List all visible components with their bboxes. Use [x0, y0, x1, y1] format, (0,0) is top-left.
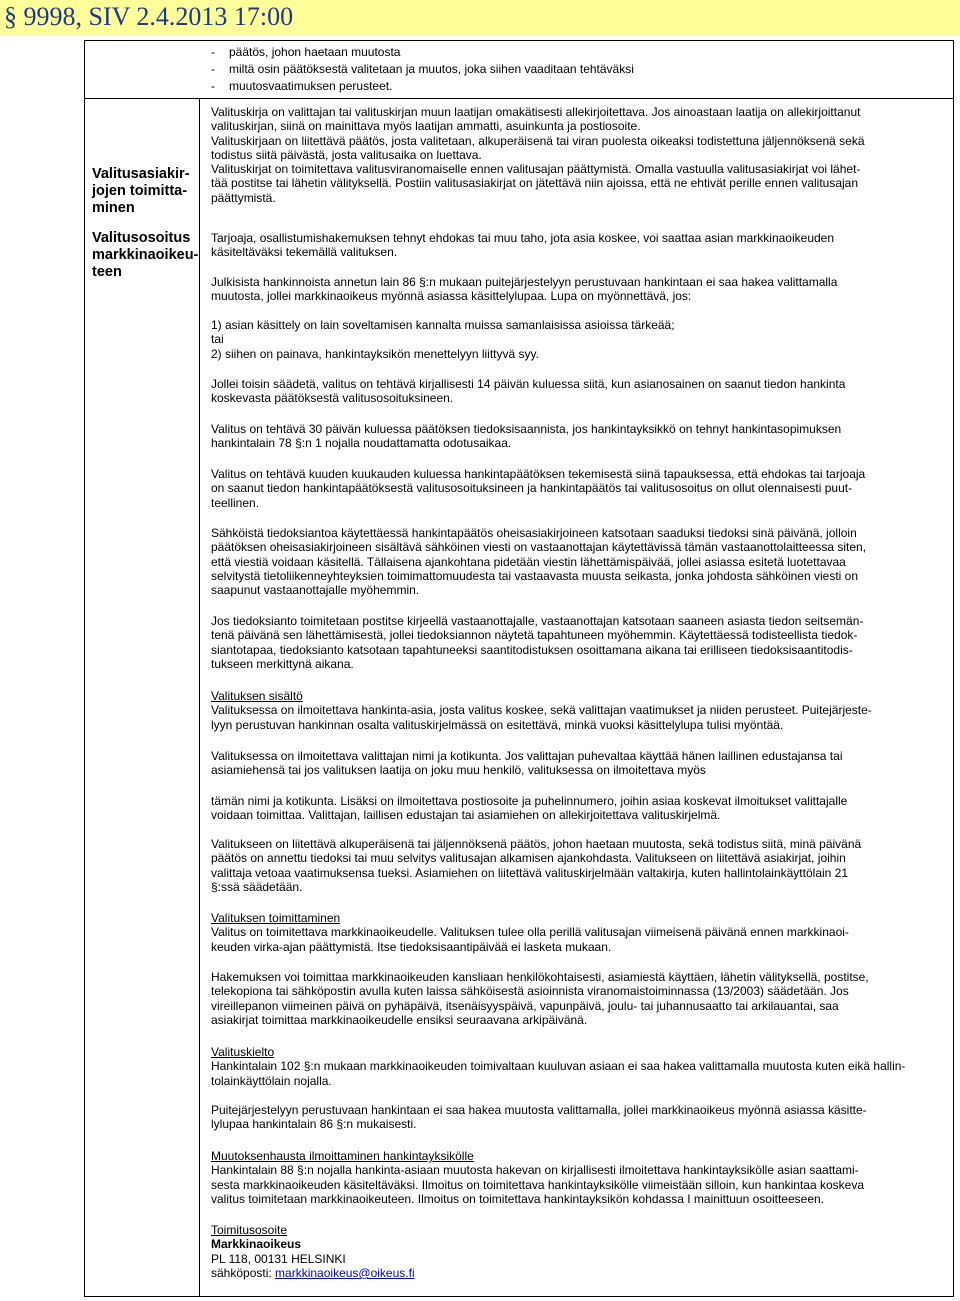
- paragraph: Sähköistä tiedoksiantoa käytettäessä hankintapäätös oheisasiakirjoineen katsotaan saaduksi tiedoksi sinä päivänä, jolloin päätöksen oheisasiakirjoineen sisältävä sähköinen viesti on vastaanottajan käytettävissä tämän vastaanottolaitteessa siten, että viestiä voidaan käsitellä. Tällaisena ajankohtana pidetään viestin lähettämispäivää, jollei asiassa esitetä luotettavaa selvitystä tietoliikenneyhteyksien toimimattomuudesta tai vastaavasta muusta seikasta, jonka johdosta sähköinen viesti on saapunut vastaanottajalle myöhemmin.: [211, 526, 867, 598]
- section-valitusasiakirjat: Valituskirja on valittajan tai valituskirjan muun laatijan omakätisesti allekirjoitettava. Jos ainoastaan laatija on allekirjoittanut valituskirjan, siinä on mainittava myös laatijan ammatti, asuinkunta ja postiosoite. Valituskirjaan on liitettävä päätös, josta valitetaan, alkuperäisenä tai viran puolesta oikeaksi todistettuna jäljennöksenä sekä todistus siitä päivästä, josta valitusaika on luettava. Valituskirjat on toimitettava valitusviranomaiselle ennen valitusajan päättymistä. Omalla vastuulla valitusasiakirjat voi lähet- tää postitse tai lähetin välityksellä. Postiin valitusasiakirjat on jätettävä niin ajoissa, että ne ehtivät perille ennen valitusajan päättymistä.: [211, 105, 865, 205]
- section-toimitusosoite: [211, 1223, 917, 1280]
- paragraph: Hakemuksen voi toimittaa markkinaoikeuden kansliaan henkilökohtaisesti, asiamiestä käyttäen, lähetin välityksellä, postitse, telekopiona tai sähköpostin avulla kuten laissa sähköisestä asioinnista viranomaistoiminnassa (13/2003) säädetään. Jos vireillepanon viimeinen päivä on pyhäpäivä, itsenäisyyspäivä, vapunpäivä, joulu- tai juhannusaatto tai arkilauantai, saa asiakirjat toimittaa markkinaoikeudelle ensiksi seuraavana arkipäivänä.: [211, 970, 869, 1027]
- label-valitusosoitus: Valitusosoitus markkinaoikeu- teen: [92, 230, 199, 280]
- section-heading: Valituskielto: [211, 1045, 275, 1059]
- paragraph: Tarjoaja, osallistumishakemuksen tehnyt ehdokas tai muu taho, jota asia koskee, voi saattaa asian markkinaoikeuden käsiteltäväksi tekemällä valituksen.: [211, 231, 835, 260]
- paragraph: Valitus on tehtävä 30 päivän kuluessa päätöksen tiedoksisaannista, jos hankintayksikkö on tehnyt hankintasopimuksen hankintalain 78 §:n 1 nojalla noudattamatta odotusaikaa.: [211, 422, 842, 451]
- list-item: - muutosvaatimuksen perusteet.: [211, 79, 393, 93]
- paragraph: 1) asian käsittely on lain soveltamisen kannalta muissa samanlaisissa asioissa tärkeää; tai 2) siihen on painava, hankintayksikön menettelyyn liittyvä syy.: [211, 318, 675, 361]
- section-valituksen-sisalto: Valituksen sisältö Valituksessa on ilmoitettava hankinta-asia, josta valitus koskee, sekä valittajan vaatimukset ja niiden perusteet. Puitejärjeste- lyyn perustuvan hankinnan osalta valituskirjelmässä on esitettävä, minkä vuoksi käsittelylupa tulisi myöntää.: [211, 689, 917, 732]
- section-heading: Muutoksenhausta ilmoittaminen hankintayksikölle: [211, 1149, 474, 1163]
- paragraph: Jollei toisin säädetä, valitus on tehtävä kirjallisesti 14 päivän kuluessa siitä, kun asianosainen on saanut tiedon hankinta koskevasta päätöksestä valitusosoituksineen.: [211, 377, 846, 406]
- section-valituksen-toimittaminen: Valituksen toimittaminen Valitus on toimitettava markkinaoikeudelle. Valituksen tulee olla perillä valitusajan viimeisenä päivänä ennen markkinaoi- keuden virka-ajan päättymistä. Itse tiedoksisaantipäivää ei lasketa mukaan.: [211, 911, 917, 954]
- organization-name: Markkinaoikeus: [211, 1237, 302, 1252]
- section-heading: Toimitusosoite: [211, 1223, 288, 1237]
- section-heading: Valituksen sisältö: [211, 689, 303, 703]
- header-reference: § 9998, SIV 2.4.2013 17:00: [4, 2, 294, 31]
- list-item: - päätös, johon haetaan muutosta: [211, 45, 401, 59]
- paragraph: tämän nimi ja kotikunta. Lisäksi on ilmoitettava postiosoite ja puhelinnumero, joihin asiaa koskevat ilmoitukset valittajalle voidaan toimittaa. Valittajan, laillisen edustajan tai asiamiehen on allekirjoitettava valituskirjelmä.: [211, 794, 848, 823]
- paragraph: Valituksessa on ilmoitettava valittajan nimi ja kotikunta. Jos valittajan puhevaltaa käyttää hänen laillinen edustajansa tai asiamiehensä tai jos valituksen laatija on joku muu henkilö, valituksessa on ilmoitettava myös: [211, 749, 843, 778]
- paragraph: Puitejärjestelyyn perustuvaan hankintaan ei saa hakea muutosta valittamalla, jollei markkinaoikeus myönnä asiassa käsitte- lylupaa hankintalain 86 §:n mukaisesti.: [211, 1103, 867, 1132]
- postal-address: PL 118, 00131 HELSINKI: [211, 1251, 346, 1266]
- section-heading: Valituksen toimittaminen: [211, 911, 341, 925]
- section-valituskielto: Valituskielto Hankintalain 102 §:n mukaan markkinaoikeuden toimivaltaan kuuluvan asiaan ei saa hakea valittamalla muutosta kuten eikä hallin- tolainkäyttölain nojalla.: [211, 1045, 917, 1088]
- divider: [84, 98, 954, 99]
- paragraph: Jos tiedoksianto toimitetaan postitse kirjeellä vastaanottajalle, vastaanottajan katsotaan saaneen asiasta tiedon seitsemän- tenä päivänä sen lähettämisestä, jollei tiedoksiannon näytetä tapahtuneen myöhemmin. Käytettäessä todisteellista tiedok- siantotapaa, tiedoksianto katsotaan tapahtuneeksi saantitodistuksen osoittamana aikana tai erilliseen tiedoksisaantitodis- tukseen merkittynä aikana.: [211, 614, 864, 671]
- document-header: [0, 0, 960, 36]
- list-item: - miltä osin päätöksestä valitetaan ja muutos, joka siihen vaaditaan tehtäväksi: [211, 62, 634, 76]
- email-line: sähköposti: markkinaoikeus@oikeus.fi: [211, 1265, 415, 1280]
- section-muutoksenhausta-ilmoittaminen: Muutoksenhausta ilmoittaminen hankintayksikölle Hankintalain 88 §:n nojalla hankinta-asiaan muutosta hakevan on kirjallisesti ilmoitettava hankintayksikölle asian saattami- sesta markkinaoikeuden käsiteltäväksi. Ilmoitus on toimitettava hankintayksikölle viimeistään silloin, kun hankintaa koskeva valitus toimitetaan markkinaoikeuteen. Ilmoitus on toimitettava hankintayksikön kohdassa I mainittuun osoitteeseen.: [211, 1149, 917, 1206]
- email-link[interactable]: markkinaoikeus@oikeus.fi: [275, 1265, 415, 1280]
- paragraph: Julkisista hankinnoista annetun lain 86 §:n mukaan puitejärjestelyyn perustuvaan hankintaan ei saa hakea valittamalla muutosta, jollei markkinaoikeus myönnä asiassa käsittelylupaa. Lupa on myönnettävä, jos:: [211, 275, 838, 304]
- paragraph: Valitus on tehtävä kuuden kuukauden kuluessa hankintapäätöksen tekemisestä siinä tapauksessa, että ehdokas tai tarjoaja on saanut tiedon hankintapäätöksestä valitusosoituksineen ja hankintapäätös tai valitusosoitus on ollut olennaisesti puut- teellinen.: [211, 467, 866, 510]
- paragraph: Valitukseen on liitettävä alkuperäisenä tai jäljennöksenä päätös, johon haetaan muutosta, sekä todistus siitä, minä päivänä päätös on annettu tiedoksi tai muu selvitys valitusajan alkamisen ajankohdasta. Valitukseen on liitettävä asiakirjat, joihin valittaja vetoaa vaatimuksensa tueksi. Asiamiehen on liitettävä valituskirjelmään valtakirja, kuten hallintolainkäyttölain 21 §:ssä säädetään.: [211, 837, 862, 894]
- label-valitusasiakirjojen-toimittaminen: Valitusasiakir- jojen toimitta- minen: [92, 166, 190, 216]
